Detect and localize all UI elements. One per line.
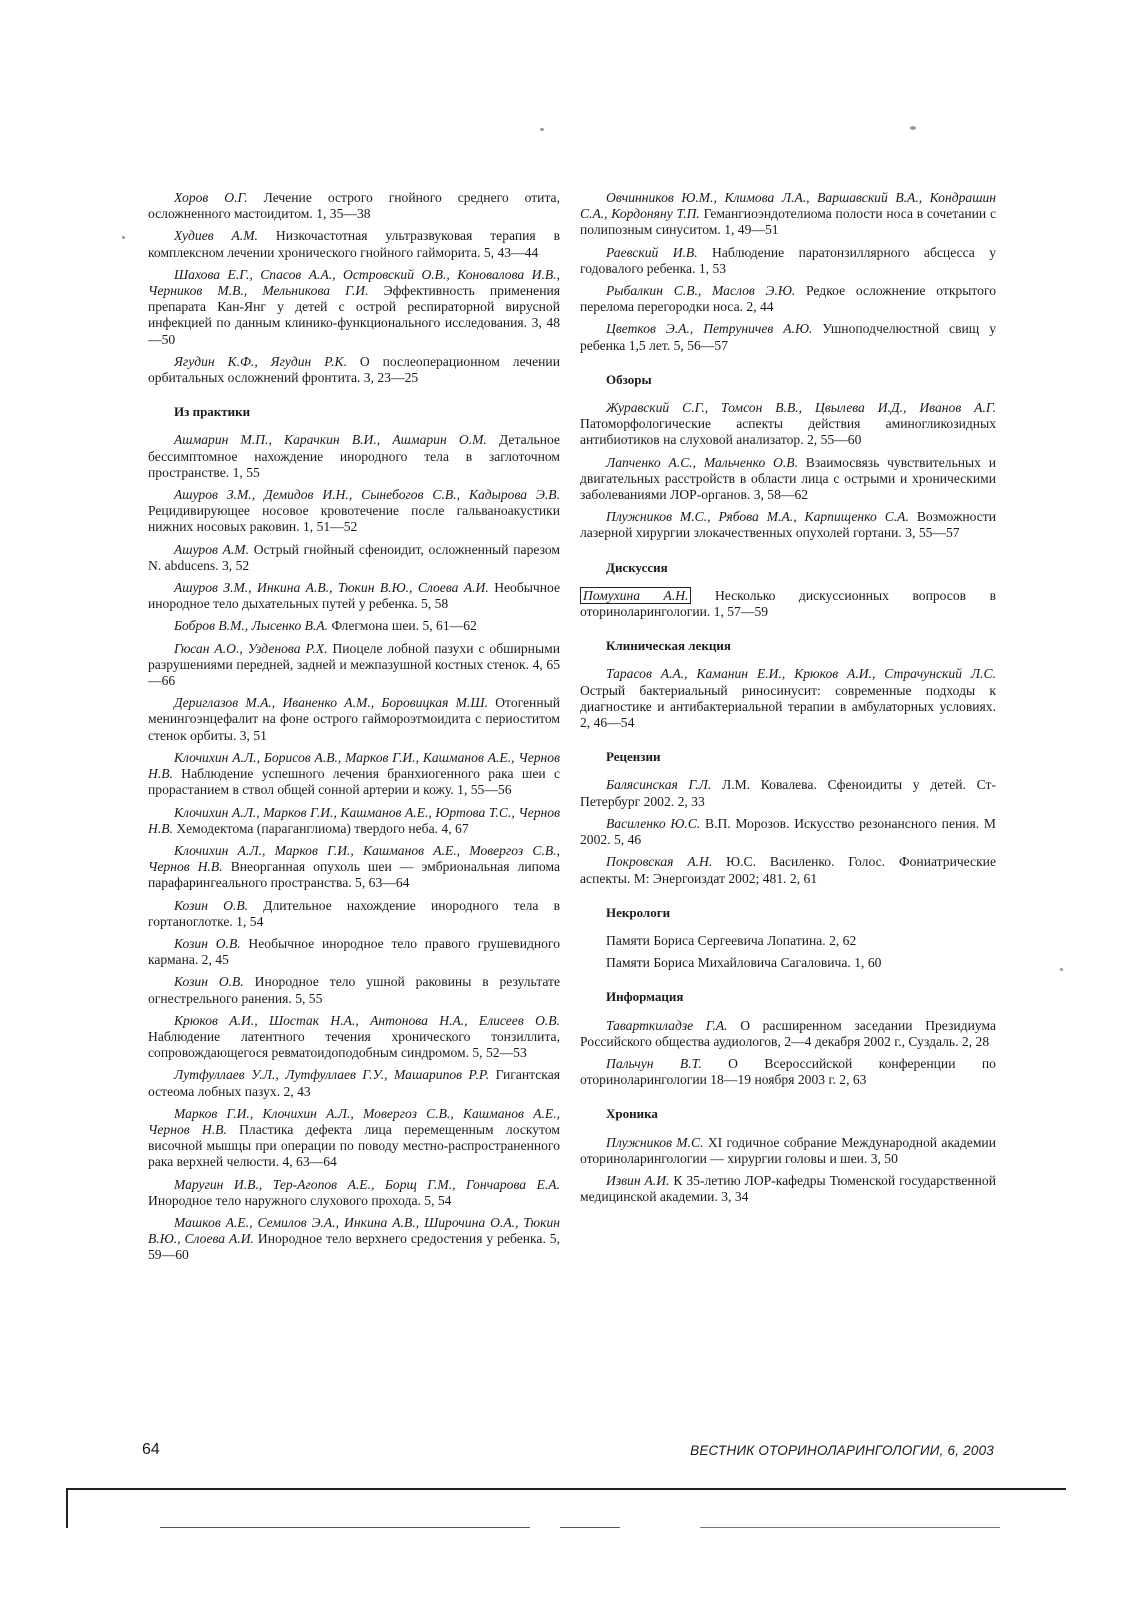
section-title-practice: Из практики (174, 404, 251, 420)
information-entries (580, 1018, 996, 1089)
entry-text: О расширенном заседании Президиума Российского общества аудиологов, 2—4 декабря 2002 г., Суздаль. 2, 28 (580, 1017, 997, 1049)
index-entry (580, 777, 996, 809)
entry-text: О послеоперационном лечении орбитальных осложнений фронтита. 3, 23—25 (148, 353, 560, 386)
entry-text: Отогенный менингоэнцефалит на фоне острого гайморoэтмоидита с периоститом стенок орбиты. 3, 51 (148, 695, 560, 743)
index-entry (148, 1067, 560, 1099)
entry-author: Овчинников Ю.М., Климова Л.А., Варшавский В.А., Кондрашин С.А., Кордоняну Т.П. (580, 190, 996, 222)
entry-text: Л.М. Ковалева. Сфеноидиты у детей. Ст-Петербург 2002. 2, 33 (580, 777, 996, 809)
entry-text: Необычное инородное тело дыхательных путей у ребенка. 5, 58 (148, 580, 560, 612)
entry-author: Рыбалкин С.В., Маслов Э.Ю. (606, 283, 796, 299)
lecture-entries (580, 666, 996, 731)
entry-text: Эффективность применения препарата Кан-Янг у детей с острой респираторной вирусной инфекцией по данным клинико-функционального исследования. 3, 48—50 (148, 283, 561, 347)
page-number: 64 (142, 1441, 160, 1458)
index-entry (148, 1013, 560, 1062)
entry-author: Худиев А.М. (174, 228, 258, 244)
entry-author: Ашмарин М.П., Карачкин В.И., Ашмарин О.М. (174, 432, 487, 448)
entry-author: Козин О.В. (174, 897, 249, 913)
scan-frame-top-line (66, 1488, 1066, 1490)
index-entry (580, 245, 996, 277)
index-entry (580, 1018, 996, 1050)
index-entry (580, 588, 996, 620)
entry-author: Гюсан А.О., Узденова Р.Х. (174, 640, 328, 656)
entry-text: Внеорганная опухоль шеи — эмбриональная липома парафарингеального пространства. 5, 63—64 (148, 859, 560, 891)
entry-text: Наблюдение паратонзиллярного абсцесса у годовалого ребенка. 1, 53 (580, 244, 997, 276)
entry-author: Крюков А.И., Шостак Н.А., Антонова Н.А., Елисеев О.В. (174, 1012, 560, 1028)
index-entry (148, 618, 560, 634)
entry-text: Инородное тело верхнего средостения у ребенка. 5, 59—60 (148, 1231, 560, 1263)
entry-author: Дериглазов М.А., Иваненко А.М., Боровицкая М.Ш. (174, 695, 488, 711)
index-entry (580, 816, 996, 848)
entry-author: Василенко Ю.С. (606, 815, 701, 831)
entry-text: Флегмона шеи. 5, 61—62 (331, 618, 477, 634)
scan-dash-line (160, 1527, 530, 1528)
entry-text: Несколько дискуссионных вопросов в оториноларингологии. 1, 57—59 (580, 587, 996, 620)
scan-speck (122, 236, 125, 239)
entry-author: Таварткиладзе Г.А. (606, 1017, 728, 1033)
entry-text: Ушноподчелюстной свищ у ребенка 1,5 лет. 5, 56—57 (580, 321, 997, 353)
scan-dash-line (560, 1527, 620, 1528)
index-entry (580, 1173, 996, 1205)
index-entry (148, 695, 560, 744)
index-entry (148, 487, 560, 536)
discussion-entries (580, 588, 996, 620)
entry-author: Козин О.В. (174, 974, 244, 990)
entry-text: Гигантская остеома лобных пазух. 2, 43 (148, 1067, 560, 1099)
reviews-entries (580, 400, 996, 542)
index-entry (148, 805, 560, 837)
entry-text: Необычное инородное тело правого грушевидного кармана. 2, 45 (148, 935, 560, 968)
obituary-entries (580, 933, 996, 971)
index-entry (580, 933, 996, 949)
entry-author: Покровская А.Н. (606, 854, 713, 870)
entry-text: К 35-летию ЛОР-кафедры Тюменской государственной медицинской академии. 3, 34 (580, 1172, 996, 1205)
index-entry (148, 228, 560, 260)
entry-author: Плужников М.С., Рябова М.А., Карпищенко С.А. (606, 509, 909, 525)
entry-text: Гемангиоэндотелиома полости носа в сочетании с полипозным синуситом. 1, 49—51 (580, 206, 996, 238)
entry-text: В.П. Морозов. Искусство резонансного пения. М 2002. 5, 46 (580, 815, 997, 848)
entry-text: Низкочастотная ультразвуковая терапия в комплексном лечении хронического гнойного гайморита. 5, 43—44 (148, 228, 560, 260)
index-entry (580, 509, 996, 541)
entry-text: Пластика дефекта лица перемещенным лоскутом височной мышцы при операции по поводу местно-распространенного рака верхней челюсти. 4, 63—64 (148, 1121, 560, 1170)
entry-text: О Всероссийской конференции по оториноларингологии 18—19 ноября 2003 г. 2, 63 (580, 1055, 996, 1088)
index-entry (580, 854, 996, 886)
entry-author: Помухина А.Н. (580, 587, 691, 604)
section-title-information: Информация (606, 989, 684, 1005)
entry-author: Хоров О.Г. (174, 190, 248, 205)
section-title-reviews: Обзоры (606, 371, 652, 387)
index-entry (148, 1215, 560, 1264)
index-entry (148, 432, 560, 481)
entry-author: Клочихин А.Л., Марков Г.И., Кашманов А.Е., Юртова Т.С., Чернов Н.В. (148, 804, 560, 836)
entry-author: Пальчун В.Т. (606, 1055, 702, 1071)
index-entry (148, 1177, 560, 1209)
section-title-obituaries: Некрологи (606, 904, 671, 920)
entry-text: Патоморфологические аспекты действия аминогликозидных антибиотиков на слуховой анализатор. 2, 55—60 (580, 416, 996, 448)
index-entry (580, 283, 996, 315)
entry-text: Возможности лазерной хирургии злокачественных опухолей гортани. 3, 55—57 (580, 509, 996, 541)
entry-author: Ашуров А.М. (174, 541, 250, 557)
entry-author: Бобров В.М., Лысенко В.А. (174, 618, 329, 634)
entry-author: Плужников М.С. (606, 1134, 704, 1150)
scan-dash-line (700, 1527, 1000, 1528)
entry-text: Хемодектома (параганглиома) твердого неба. 4, 67 (176, 820, 469, 836)
section-title-lecture: Клиническая лекция (606, 638, 731, 654)
journal-title: ВЕСТНИК ОТОРИНОЛАРИНГОЛОГИИ, 6, 2003 (690, 1443, 994, 1458)
index-entry (148, 354, 560, 386)
entry-author: Ягудин К.Ф., Ягудин Р.К. (174, 353, 347, 369)
entry-author: Клочихин А.Л., Борисов А.В., Марков Г.И., Кашманов А.Е., Чернов Н.В. (148, 749, 560, 782)
entry-text: Памяти Бориса Михайловича Сагаловича. 1, 60 (606, 955, 882, 971)
entry-text: Рецидивирующее носовое кровотечение после гальваноакустики нижних носовых раковин. 1, 51—52 (148, 503, 560, 535)
index-entry (148, 936, 560, 968)
entry-author: Журавский С.Г., Томсон В.В., Цвылева И.Д., Иванов А.Г. (606, 400, 996, 416)
index-entry (580, 1135, 996, 1167)
right-column (580, 190, 996, 1211)
index-entry (148, 542, 560, 574)
index-entry (148, 1106, 560, 1171)
entry-author: Лутфуллаев У.Л., Лутфуллаев Г.У., Машарипов Р.Р. (174, 1067, 490, 1083)
entry-author: Ашуров З.М., Инкина А.В., Тюкин В.Ю., Слоева А.И. (174, 580, 489, 596)
entry-text: Детальное бессимптомное нахождение инородного тела в заглоточном пространстве. 1, 55 (148, 432, 560, 480)
index-entry (148, 843, 560, 892)
chronicle-entries (580, 1135, 996, 1206)
entry-text: XI годичное собрание Международной академии оториноларингологии — хирургии головы и шеи. 3, 50 (580, 1134, 996, 1166)
entry-author: Ашуров З.М., Демидов И.Н., Сынебогов С.В., Кадырова Э.В. (174, 487, 560, 503)
book-review-entries (580, 777, 996, 886)
entry-text: Острый бактериальный риносинусит: современные подходы к диагностике и антибактериальной терапии в амбулаторных условиях. 2, 46—54 (580, 682, 996, 731)
entry-author: Шахова Е.Г., Спасов А.А., Островский О.В., Коновалова И.В., Черников М.В., Мельникова Г.И. (148, 266, 560, 299)
index-entry (580, 666, 996, 731)
entry-author: Марков Г.И., Клочихин А.Л., Мовергоз С.В., Кашманов А.Е., Чернов Н.В. (148, 1105, 560, 1137)
entry-text: Наблюдение латентного течения хронического тонзиллита, сопровождающегося ревматоидоподобным синдромом. 5, 52—53 (148, 1028, 560, 1061)
entry-author: Козин О.В. (174, 935, 241, 951)
index-entry (580, 190, 996, 239)
scan-speck (1060, 968, 1063, 971)
scan-speck (540, 128, 544, 131)
index-entry (580, 1056, 996, 1088)
entry-author: Маругин И.В., Тер-Агопов А.Е., Борщ Г.М., Гончарова Е.А. (174, 1176, 560, 1192)
entry-text: Ю.С. Василенко. Голос. Фониатрические аспекты. М: Энергоиздат 2002; 481. 2, 61 (580, 854, 996, 886)
entry-author: Лапченко А.С., Мальченко О.В. (606, 454, 798, 470)
entry-text: Длительное нахождение инородного тела в гортаноглотке. 1, 54 (148, 897, 561, 929)
index-entry (148, 641, 560, 690)
practice-entries (148, 432, 560, 1263)
section-title-book-reviews: Рецензии (606, 749, 661, 765)
entry-text: Инородное тело наружного слухового прохода. 5, 54 (148, 1192, 452, 1208)
index-entry (580, 955, 996, 971)
index-entry (148, 974, 560, 1006)
index-entry (148, 750, 560, 799)
entry-text: Инородное тело ушной раковины в результате огнестрельного ранения. 5, 55 (148, 974, 560, 1006)
entry-text: Лечение острого гнойного среднего отита, осложненного мастоидитом. 1, 35—38 (148, 190, 560, 222)
index-entry (580, 455, 996, 504)
entry-text: Редкое осложнение открытого перелома перегородки носа. 2, 44 (580, 283, 996, 315)
index-entry (148, 267, 560, 348)
right-entries-top (580, 190, 996, 354)
section-title-chronicle: Хроника (606, 1106, 658, 1122)
index-entry (580, 321, 996, 353)
entry-author: Извин А.И. (606, 1172, 670, 1188)
index-entry (148, 898, 560, 930)
index-entry (580, 400, 996, 449)
entry-text: Взаимосвязь чувствительных и двигательных расстройств в области лица с острыми и хроническими заболеваниями ЛОР-органов. 3, 58—62 (580, 454, 996, 503)
index-entry (148, 190, 560, 222)
entry-author: Тарасов А.А., Каманин Е.И., Крюков А.И., Страчунский Л.С. (606, 666, 996, 682)
entry-author: Машков А.Е., Семилов Э.А., Инкина А.В., Широчина О.А., Тюкин В.Ю., Слоева А.И. (148, 1214, 560, 1247)
entry-text: Наблюдение успешного лечения бранхиогенного рака шеи с прорастанием в ствол общей сонной артерии и кожу. 1, 55—56 (148, 766, 560, 798)
entry-author: Балясинская Г.Л. (606, 777, 712, 793)
index-entry (148, 580, 560, 612)
entry-author: Цветков Э.А., Петруничев А.Ю. (606, 321, 813, 337)
scan-frame-left-line (66, 1488, 68, 1528)
entry-text: Острый гнойный сфеноидит, осложненный парезом N. abducens. 3, 52 (148, 541, 560, 573)
section-title-discussion: Дискуссия (606, 559, 668, 575)
entry-text: Пиоцеле лобной пазухи с обширными разрушениями передней, задней и межпазушной костных стенок. 4, 65—66 (148, 640, 560, 689)
left-entries-top (148, 190, 560, 386)
entry-author: Клочихин А.Л., Марков Г.И., Кашманов А.Е., Мовергоз С.В., Чернов Н.В. (148, 842, 560, 875)
left-column (148, 190, 560, 1270)
entry-text: Памяти Бориса Сергеевича Лопатина. 2, 62 (606, 932, 857, 948)
entry-author: Раевский И.В. (606, 244, 698, 260)
scan-speck (910, 126, 916, 130)
